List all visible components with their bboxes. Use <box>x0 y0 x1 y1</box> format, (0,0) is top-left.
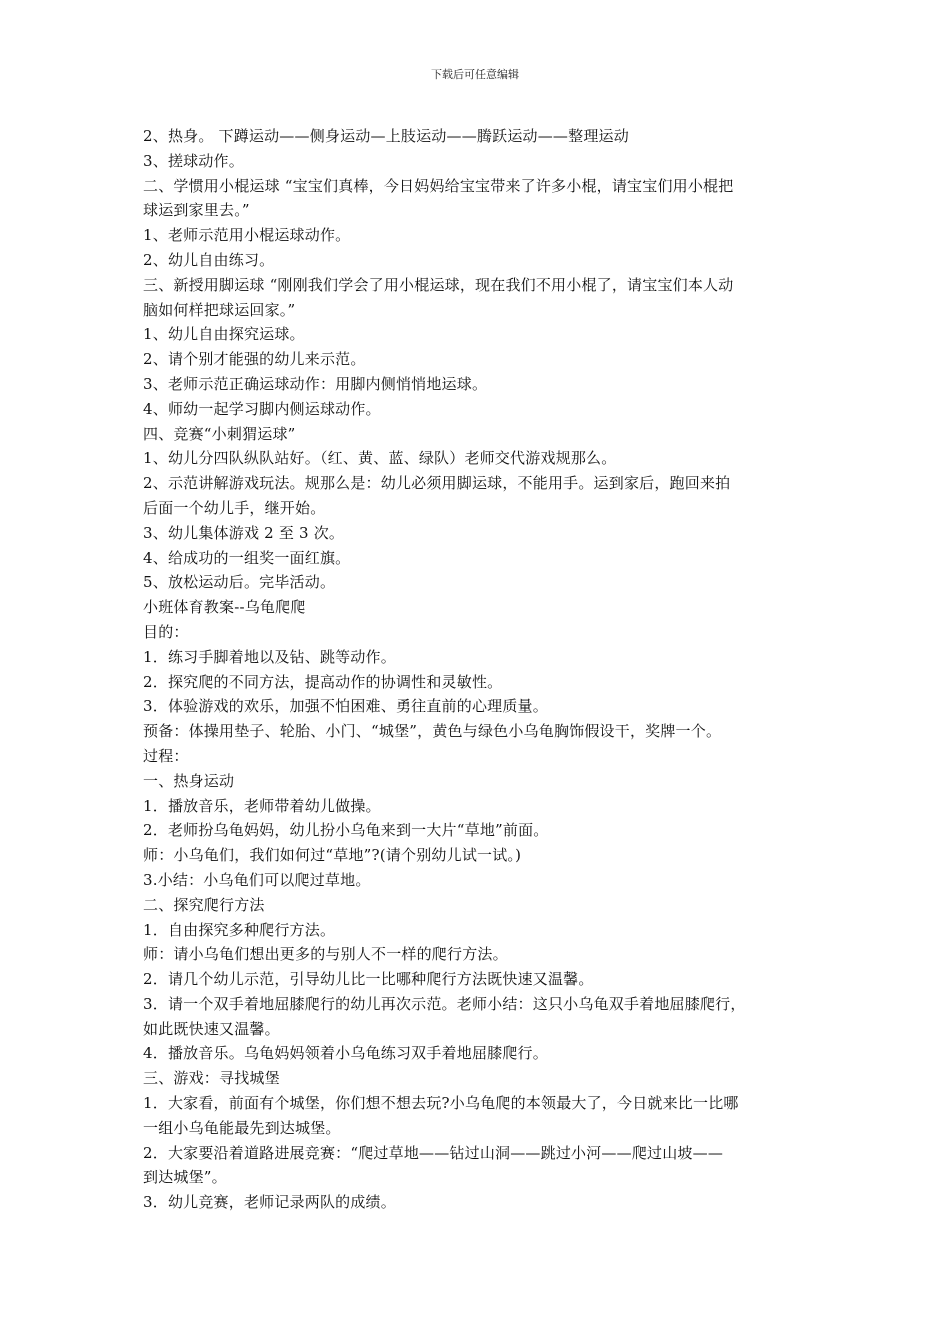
text-line: 三、游戏：寻找城堡 <box>143 1069 280 1088</box>
page-header: 下载后可任意编辑 <box>431 68 519 81</box>
text-line: 四、竞赛“小刺猬运球” <box>143 424 296 443</box>
text-line: 1、幼儿分四队纵队站好。（红、黄、蓝、绿队）老师交代游戏规那么。 <box>143 449 617 468</box>
text-line: 5、放松运动后。完毕活动。 <box>143 573 336 592</box>
text-line: 2、示范讲解游戏玩法。规那么是：幼儿必须用脚运球，不能用手。运到家后，跑回来拍 <box>143 474 731 493</box>
text-line: 师：请小乌龟们想出更多的与别人不一样的爬行方法。 <box>143 945 508 964</box>
text-line: 2．请几个幼儿示范，引导幼儿比一比哪种爬行方法既快速又温馨。 <box>143 970 594 989</box>
text-line: 到达城堡”。 <box>143 1168 227 1187</box>
text-line: 2．探究爬的不同方法，提高动作的协调性和灵敏性。 <box>143 672 503 691</box>
text-line: 球运到家里去。” <box>143 201 250 220</box>
text-line: 如此既快速又温馨。 <box>143 1019 280 1038</box>
text-line: 后面一个幼儿手，继开始。 <box>143 498 326 517</box>
text-line: 4、给成功的一组奖一面红旗。 <box>143 548 351 567</box>
text-line: 目的： <box>143 622 189 641</box>
text-line: 1．大家看，前面有个城堡，你们想不想去玩?小乌龟爬的本领最大了，今日就来比一比哪 <box>143 1094 739 1113</box>
text-line: 1．播放音乐，老师带着幼儿做操。 <box>143 796 381 815</box>
text-line: 2．大家要沿着道路进展竞赛：“爬过草地——钻过山洞——跳过小河——爬过山坡—— <box>143 1143 724 1162</box>
text-line: 小班体育教案--乌龟爬爬 <box>143 598 306 617</box>
text-line: 脑如何样把球运回家。” <box>143 300 296 319</box>
text-line: 2．老师扮乌龟妈妈，幼儿扮小乌龟来到一大片“草地”前面。 <box>143 821 549 840</box>
text-line: 二、探究爬行方法 <box>143 895 265 914</box>
text-line: 3、搓球动作。 <box>143 151 244 170</box>
text-line: 1、幼儿自由探究运球。 <box>143 325 305 344</box>
text-line: 三、新授用脚运球 “刚刚我们学会了用小棍运球，现在我们不用小棍了，请宝宝们本人动 <box>143 275 734 294</box>
text-line: 4、师幼一起学习脚内侧运球动作。 <box>143 399 381 418</box>
text-line: 一组小乌龟能最先到达城堡。 <box>143 1118 341 1137</box>
text-line: 过程： <box>143 746 189 765</box>
text-line: 1、老师示范用小棍运球动作。 <box>143 226 351 245</box>
text-line: 师：小乌龟们，我们如何过“草地”?(请个别幼儿试一试。) <box>143 846 522 865</box>
text-line: 3．幼儿竞赛，老师记录两队的成绩。 <box>143 1193 396 1212</box>
text-line: 3、老师示范正确运球动作：用脚内侧悄悄地运球。 <box>143 374 488 393</box>
text-line: 2、请个别才能强的幼儿来示范。 <box>143 350 366 369</box>
text-line: 2、幼儿自由练习。 <box>143 250 275 269</box>
text-line: 二、学惯用小棍运球 “宝宝们真棒，今日妈妈给宝宝带来了许多小棍，请宝宝们用小棍把 <box>143 176 734 195</box>
document-body <box>143 124 823 1215</box>
text-line: 3.小结：小乌龟们可以爬过草地。 <box>143 870 371 889</box>
text-line: 3、幼儿集体游戏 2 至 3 次。 <box>143 523 345 542</box>
text-line: 1．练习手脚着地以及钻、跳等动作。 <box>143 647 396 666</box>
text-line: 一、热身运动 <box>143 771 235 790</box>
text-line: 1．自由探究多种爬行方法。 <box>143 920 336 939</box>
text-line: 3．体验游戏的欢乐，加强不怕困难、勇往直前的心理质量。 <box>143 697 548 716</box>
text-line: 2、热身。 下蹲运动——侧身运动—上肢运动——腾跃运动——整理运动 <box>143 127 629 145</box>
text-line: 预备：体操用垫子、轮胎、小门、“城堡”，黄色与绿色小乌龟胸饰假设干，奖牌一个。 <box>143 722 722 741</box>
text-line: 3．请一个双手着地屈膝爬行的幼儿再次示范。老师小结：这只小乌龟双手着地屈膝爬行， <box>143 994 746 1013</box>
text-line: 4．播放音乐。乌龟妈妈领着小乌龟练习双手着地屈膝爬行。 <box>143 1044 548 1063</box>
